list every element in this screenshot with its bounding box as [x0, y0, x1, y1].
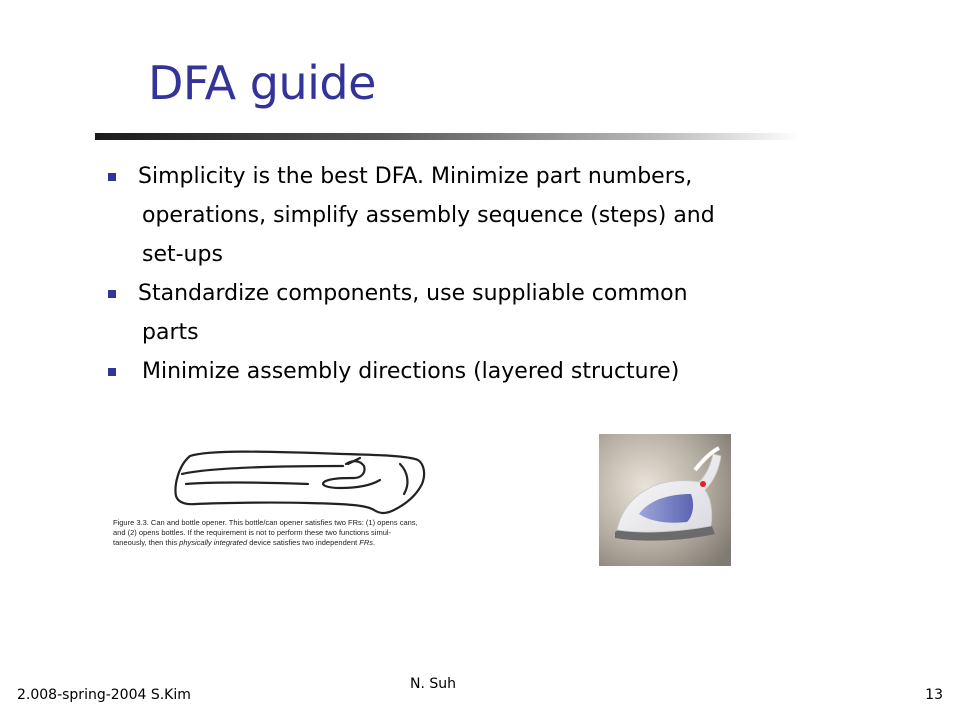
bullet-item: [108, 274, 828, 352]
title-rule: [95, 133, 800, 140]
bullet-line: Minimize assembly directions (layered structure): [142, 359, 680, 384]
bullet-line: set-ups: [142, 242, 223, 267]
caption-italic: FRs: [359, 538, 374, 547]
steam-iron-photo: [599, 434, 731, 566]
caption-italic: physically integrated: [179, 538, 248, 547]
bullet-item: [108, 157, 828, 274]
can-bottle-opener-drawing: [108, 448, 500, 568]
slide-title: DFA guide: [148, 56, 376, 110]
bullet-line: Standardize components, use suppliable common: [138, 281, 688, 306]
bullet-line: operations, simplify assembly sequence (steps) and: [142, 203, 715, 228]
caption-text: taneously, then this: [113, 538, 180, 547]
footer-course: 2.008-spring-2004 S.Kim: [17, 687, 191, 703]
square-bullet-icon: [108, 290, 116, 298]
bullet-item: [108, 352, 828, 391]
caption-line: and (2) opens bottles. If the requirement is not to perform these two functions simul-: [113, 528, 392, 537]
caption-text: device satisfies two independent: [247, 538, 360, 547]
footer-author: N. Suh: [410, 676, 457, 692]
square-bullet-icon: [108, 368, 116, 376]
bullet-line: parts: [142, 320, 199, 345]
slide-number: 13: [925, 687, 943, 703]
figure-caption: [113, 518, 505, 548]
bullet-line: Simplicity is the best DFA. Minimize part numbers,: [138, 164, 693, 189]
square-bullet-icon: [108, 173, 116, 181]
bullet-list: [108, 157, 828, 391]
caption-text: .: [373, 538, 376, 547]
caption-line: [113, 538, 505, 548]
caption-line: Figure 3.3. Can and bottle opener. This bottle/can opener satisfies two FRs: (1) opens cans,: [113, 518, 418, 527]
